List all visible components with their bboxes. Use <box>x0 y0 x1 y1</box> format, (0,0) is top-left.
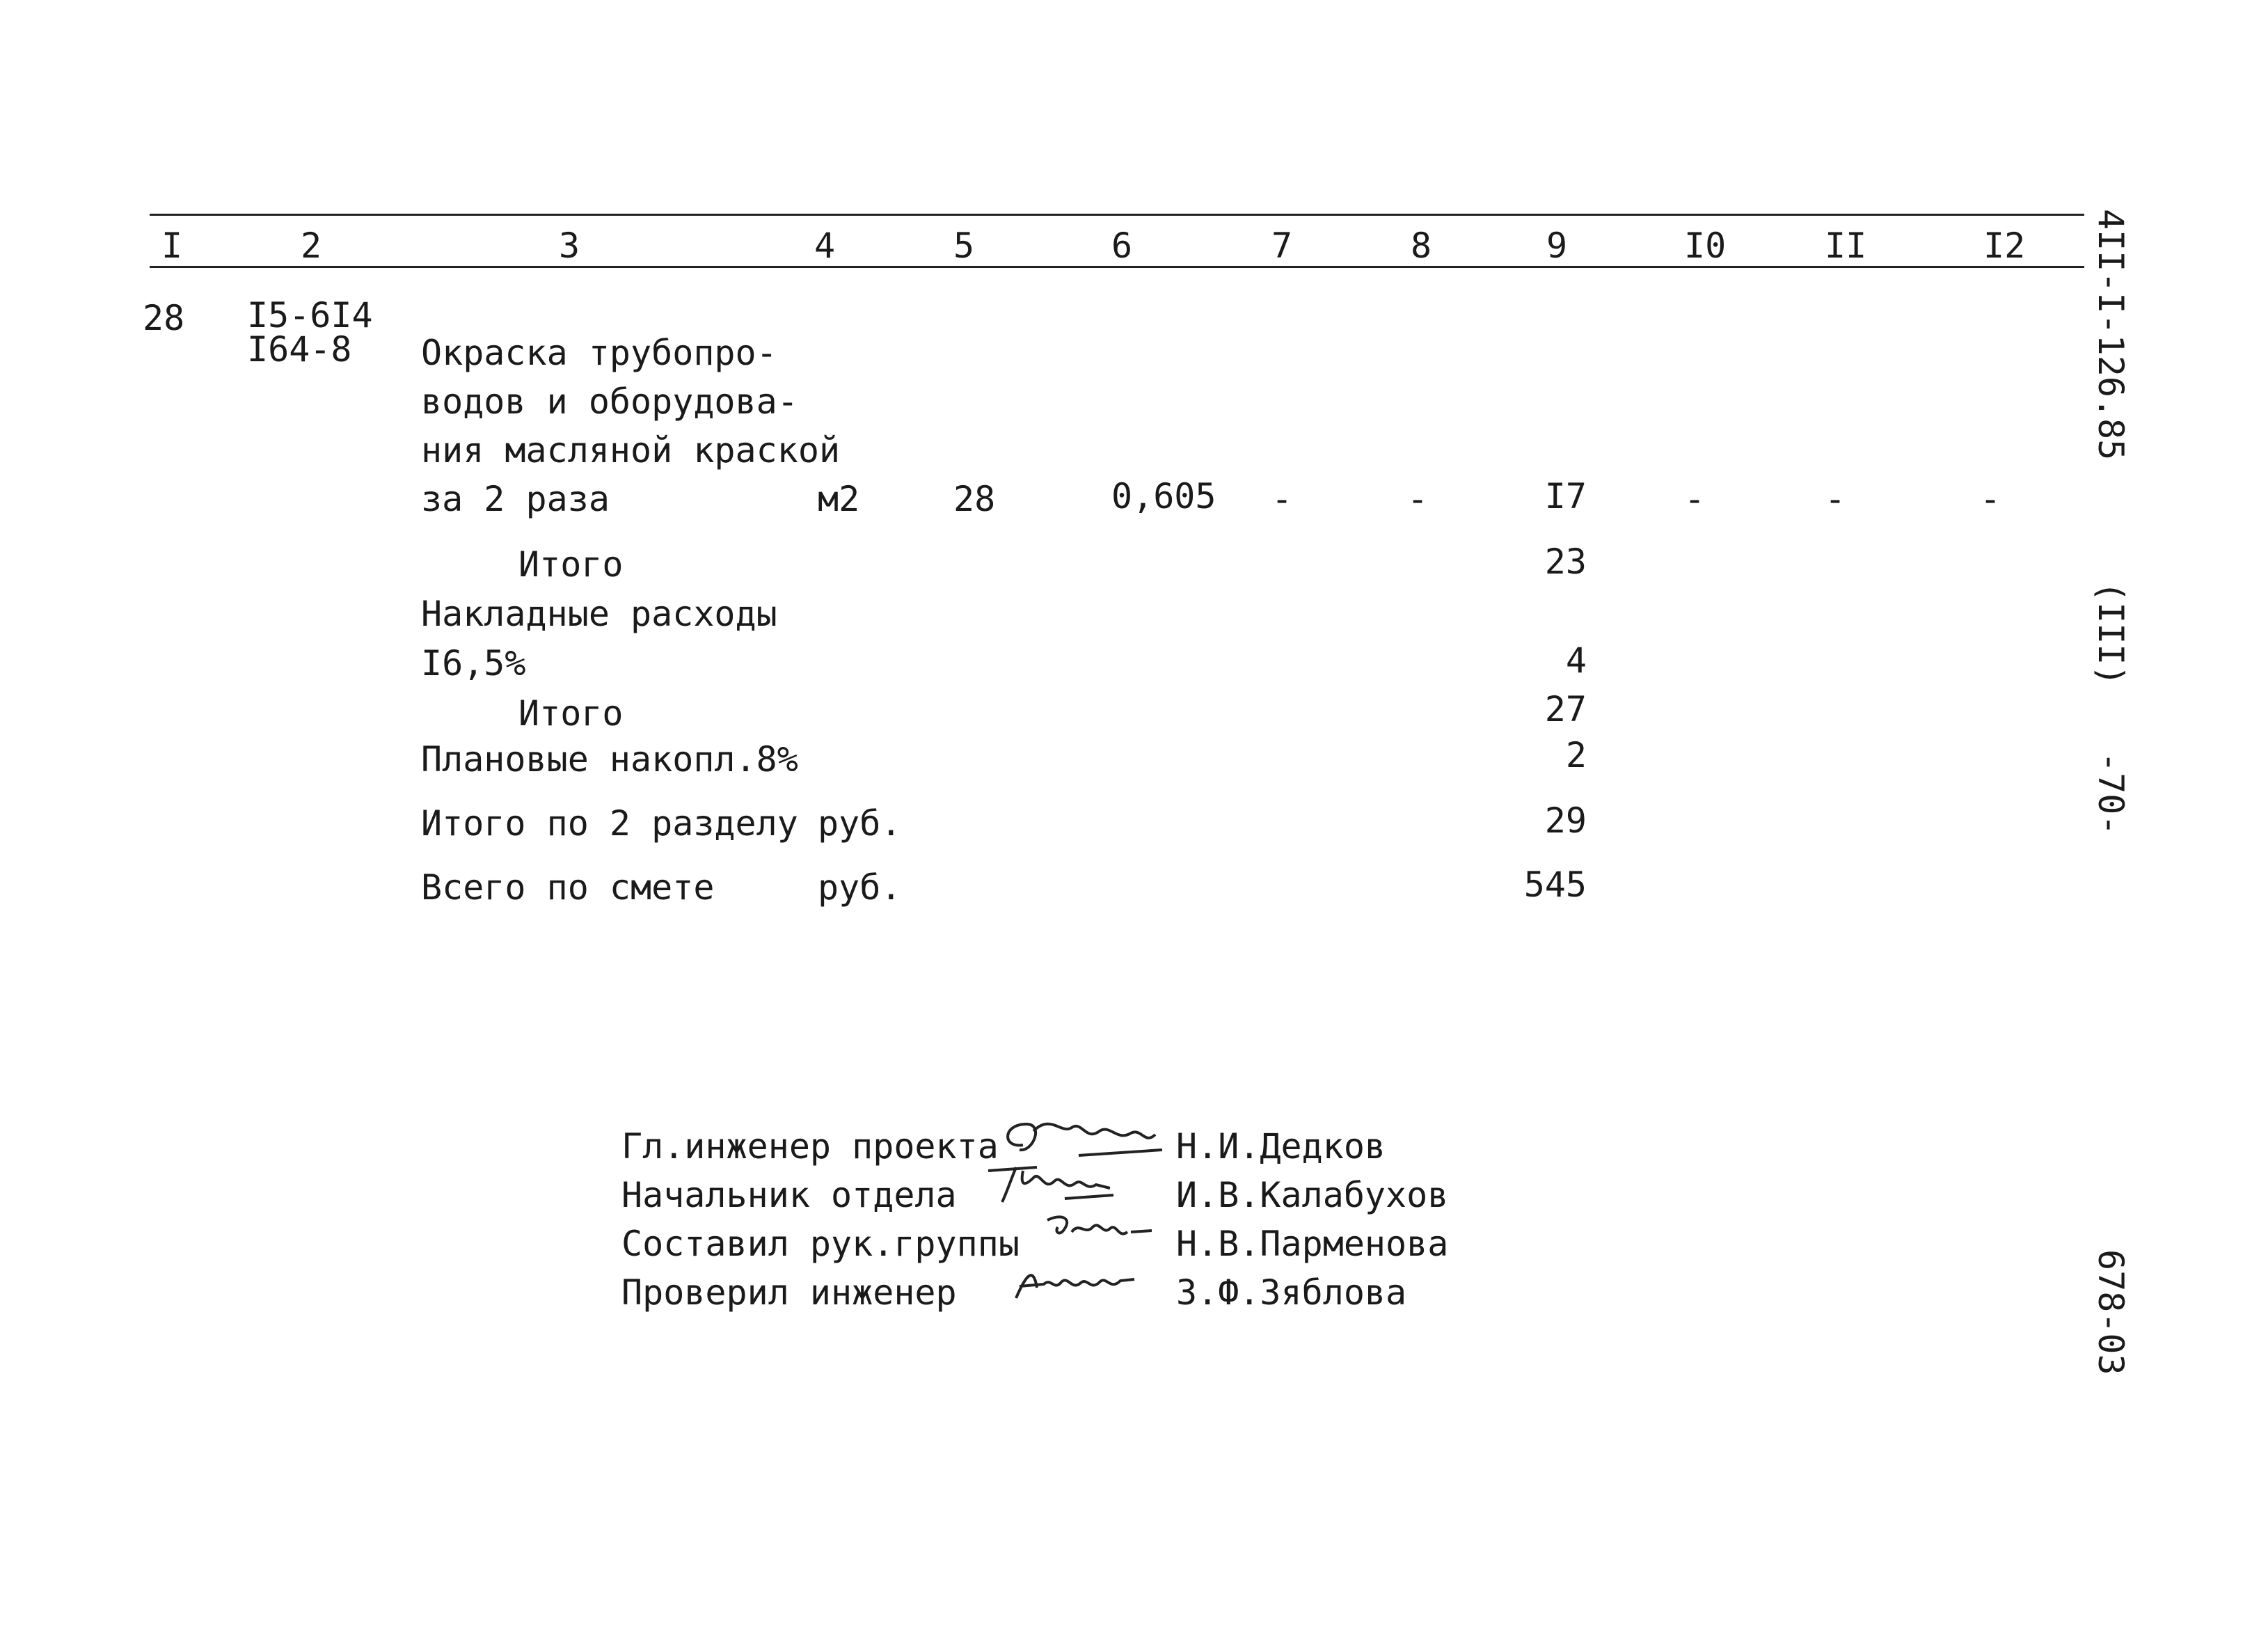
signature-name-1: Н.И.Дедков <box>1176 1126 1386 1167</box>
section-total-value: 29 <box>1544 800 1587 841</box>
row-col11: - <box>1825 479 1846 519</box>
signature-name-3: Н.В.Парменова <box>1176 1224 1449 1264</box>
grand-total-value: 545 <box>1523 864 1587 905</box>
row-desc-line-4: за 2 раза <box>421 479 610 519</box>
planned-savings-label: Плановые накопл.8% <box>421 739 798 780</box>
row-desc-line-3: ния масляной краской <box>421 430 841 471</box>
col-header-9: 9 <box>1546 226 1568 266</box>
col-header-3: 3 <box>559 226 580 266</box>
col-header-11: II <box>1825 226 1867 266</box>
col-header-12: I2 <box>1983 226 2026 266</box>
row-desc-line-1: Окраска трубопро- <box>421 333 777 373</box>
top-rule <box>150 214 2084 216</box>
col-header-5: 5 <box>953 226 975 266</box>
handwritten-signature-4 <box>1006 1260 1145 1309</box>
overhead-label: Накладные расходы <box>421 594 777 634</box>
part-number: (III) <box>2091 581 2131 686</box>
section-total-unit: руб. <box>818 803 902 844</box>
col-header-10: I0 <box>1684 226 1727 266</box>
handwritten-signature-2 <box>981 1157 1120 1213</box>
row-number: 28 <box>143 298 185 338</box>
header-rule <box>150 266 2084 268</box>
overhead-value: 4 <box>1565 640 1587 681</box>
row-desc-line-2: водов и оборудова- <box>421 381 798 422</box>
subtotal-value: 23 <box>1544 542 1587 582</box>
signature-name-2: И.В.Калабухов <box>1176 1175 1449 1215</box>
subtotal-label: Итого <box>518 544 624 585</box>
row-col12: - <box>1980 479 2001 519</box>
page-number: -70- <box>2091 752 2131 836</box>
planned-savings-value: 2 <box>1565 735 1587 775</box>
document-code: 4II-I-126.85 <box>2091 209 2131 461</box>
row-code-2: I64-8 <box>247 329 352 370</box>
signature-role-1: Гл.инженер проекта <box>621 1126 999 1167</box>
col-header-7: 7 <box>1271 226 1293 266</box>
row-col7: - <box>1271 479 1293 519</box>
col-header-2: 2 <box>301 226 322 266</box>
archive-number: 678-03 <box>2091 1249 2131 1375</box>
grand-total-label: Всего по смете <box>421 867 715 908</box>
subtotal-2-label: Итого <box>518 693 624 734</box>
row-col8: - <box>1407 479 1429 519</box>
signature-name-4: З.Ф.Зяблова <box>1176 1272 1407 1313</box>
row-col10: - <box>1684 479 1706 519</box>
row-col9: I7 <box>1544 476 1587 516</box>
col-header-8: 8 <box>1411 226 1432 266</box>
signature-role-2: Начальник отдела <box>621 1175 957 1215</box>
row-unit: м2 <box>818 479 860 519</box>
section-total-label: Итого по 2 разделу <box>421 803 798 844</box>
handwritten-signature-3 <box>1040 1208 1159 1256</box>
col-header-6: 6 <box>1111 226 1133 266</box>
col-header-4: 4 <box>814 226 836 266</box>
subtotal-2-value: 27 <box>1544 689 1587 729</box>
grand-total-unit: руб. <box>818 867 902 908</box>
signature-role-4: Проверил инженер <box>621 1272 957 1313</box>
col-header-1: I <box>161 226 183 266</box>
row-code-1: I5-6I4 <box>247 295 373 335</box>
overhead-rate: I6,5% <box>421 643 526 684</box>
signature-role-3: Составил рук.группы <box>621 1224 1020 1264</box>
row-price: 0,605 <box>1111 476 1216 516</box>
row-qty: 28 <box>953 479 996 519</box>
